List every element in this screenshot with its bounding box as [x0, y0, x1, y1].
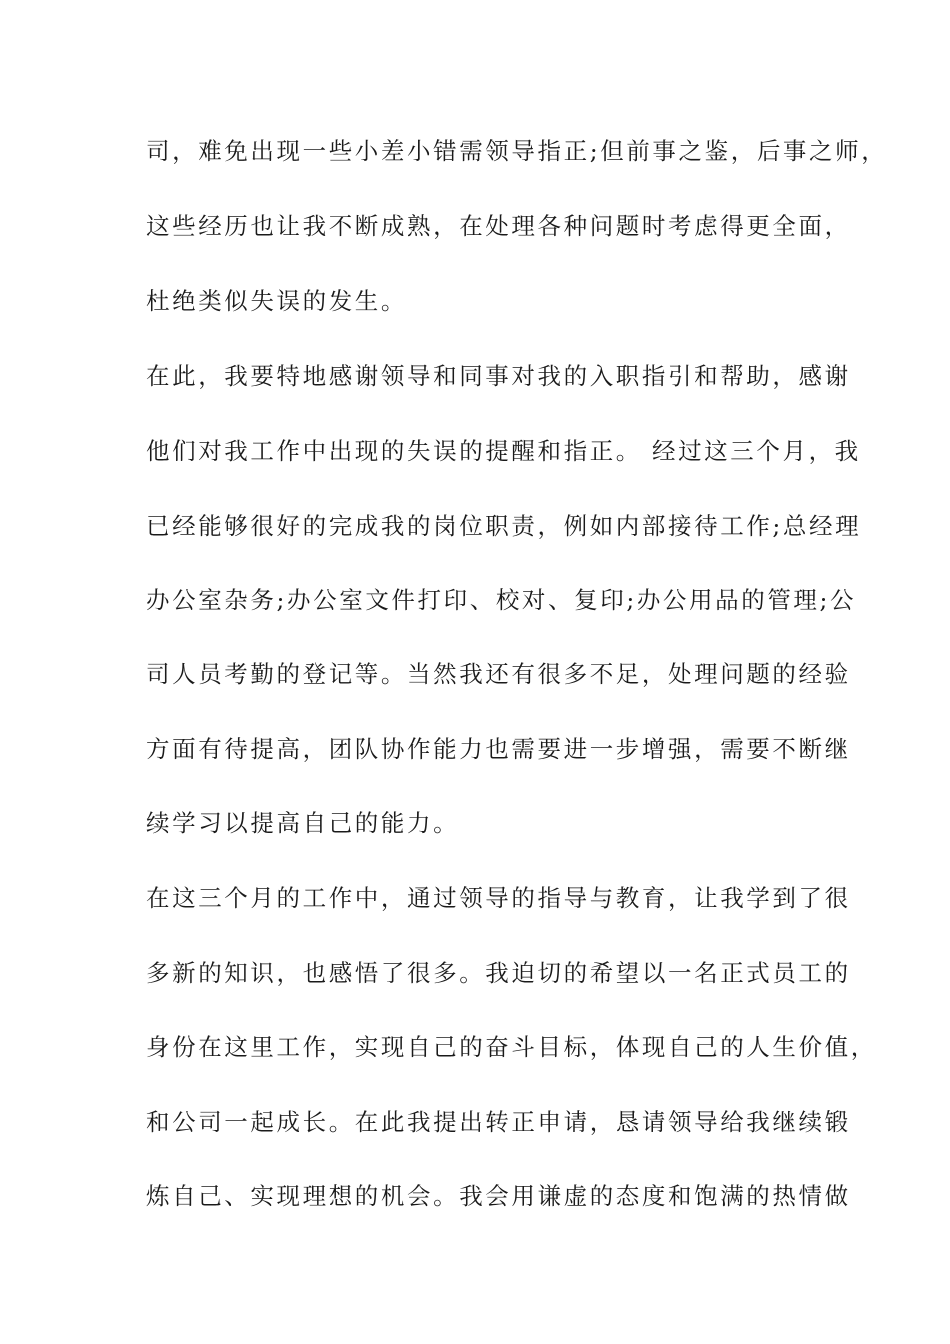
text-line: 炼自己、实现理想的机会。我会用谦虚的态度和饱满的热情做: [146, 1182, 851, 1210]
text-line: 在这三个月的工作中，通过领导的指导与教育，让我学到了很: [146, 884, 851, 912]
text-line: 和公司一起成长。在此我提出转正申请，恳请领导给我继续锻: [146, 1108, 851, 1136]
text-line: 身份在这里工作，实现自己的奋斗目标，体现自己的人生价值，: [146, 1033, 877, 1061]
text-line: 续学习以提高自己的能力。: [146, 809, 460, 837]
text-line: 司，难免出现一些小差小错需领导指正;但前事之鉴，后事之师，: [146, 137, 888, 165]
text-line: 多新的知识，也感悟了很多。我迫切的希望以一名正式员工的: [146, 959, 851, 987]
text-line: 这些经历也让我不断成熟，在处理各种问题时考虑得更全面，: [146, 212, 851, 240]
text-line: 办公室杂务;办公室文件打印、校对、复印;办公用品的管理;公: [146, 586, 857, 614]
text-line: 他们对我工作中出现的失误的提醒和指正。 经过这三个月，我: [146, 437, 861, 465]
text-line: 司人员考勤的登记等。当然我还有很多不足，处理问题的经验: [146, 660, 851, 688]
text-line: 在此，我要特地感谢领导和同事对我的入职指引和帮助，感谢: [146, 362, 851, 390]
text-line: 已经能够很好的完成我的岗位职责，例如内部接待工作;总经理: [146, 512, 862, 540]
text-line: 方面有待提高，团队协作能力也需要进一步增强，需要不断继: [146, 735, 851, 763]
text-line: 杜绝类似失误的发生。: [146, 287, 407, 315]
